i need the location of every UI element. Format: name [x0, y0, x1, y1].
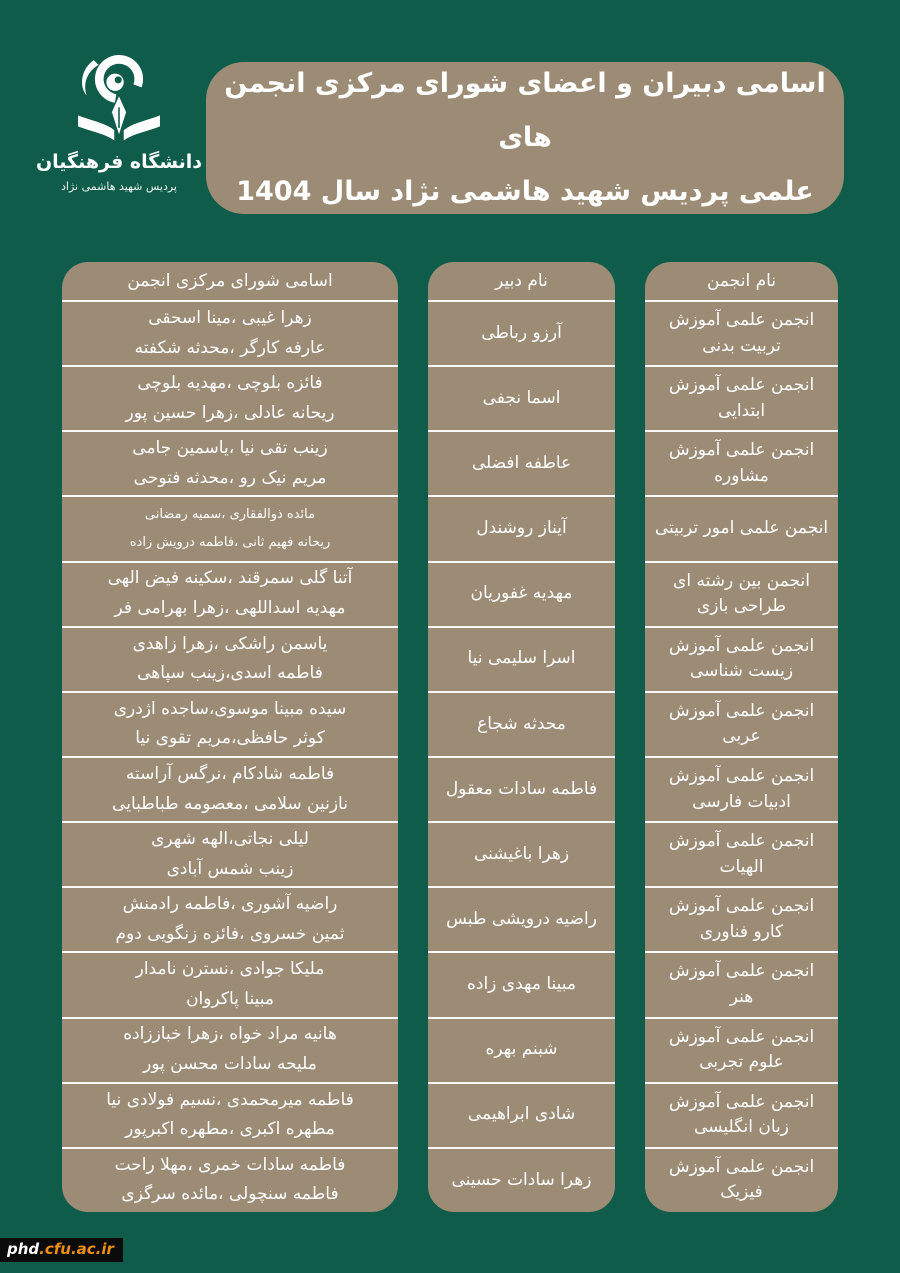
table-row [62, 1084, 398, 1149]
table-row [62, 563, 398, 628]
row-text: الهیات [719, 856, 764, 877]
table-row [62, 758, 398, 823]
row-text: محدثه شجاع [477, 713, 566, 734]
column-secretary [428, 262, 615, 1212]
table-row [428, 888, 615, 953]
row-text: راضیه آشوری ،فاطمه رادمنش [122, 894, 338, 915]
column-council [62, 262, 398, 1212]
row-text: فاطمه سادات خمری ،مهلا راحت [114, 1154, 346, 1175]
row-text: مبینا پاکروان [186, 988, 274, 1009]
row-text: آرزو رباطی [481, 322, 562, 343]
table-row [428, 1149, 615, 1212]
row-text: ادبیات فارسی [692, 791, 791, 812]
row-text: فاطمه سادات معقول [445, 778, 598, 799]
table-row [645, 758, 838, 823]
table-row [645, 693, 838, 758]
table-row [428, 628, 615, 693]
column-header-association: نام انجمن [645, 262, 838, 302]
table-row [428, 1019, 615, 1084]
table-row [645, 367, 838, 432]
university-name: دانشگاه فرهنگیان [35, 151, 203, 173]
table-row [62, 1149, 398, 1212]
table-row [62, 628, 398, 693]
poster-title-line1: اسامی دبیران و اعضای شورای مرکزی انجمن های [224, 68, 826, 153]
row-text: مریم نیک رو ،محدثه فتوحی [133, 467, 327, 488]
row-text: عاطفه افضلی [471, 452, 572, 473]
row-text: ملیکا جوادی ،نسترن نامدار [135, 959, 325, 980]
row-text: هانیه مراد خواه ،زهرا خباززاده [123, 1024, 337, 1045]
row-text: فاطمه شادکام ،نرگس آراسته [125, 763, 335, 784]
campus-name: پردیس شهید هاشمی نژاد [61, 180, 177, 193]
row-text: فاطمه میرمحمدی ،نسیم فولادی نیا [106, 1089, 354, 1110]
table-row [62, 693, 398, 758]
row-text: مهدیه اسداللهی ،زهرا بهرامی فر [114, 598, 346, 619]
table-row [645, 888, 838, 953]
row-text: عربی [722, 726, 761, 747]
watermark-prefix: phd [7, 1240, 40, 1258]
row-text: راضیه درویشی طبس [446, 908, 597, 929]
row-text: انجمن علمی آموزش [668, 831, 815, 852]
row-text: زیست شناسی [689, 661, 794, 682]
table-row [428, 1084, 615, 1149]
column-header-council: اسامی شورای مرکزی انجمن [62, 262, 398, 302]
table-row [62, 367, 398, 432]
row-text: انجمن بین رشته ای [673, 570, 810, 591]
row-text: انجمن علمی آموزش [668, 766, 815, 787]
row-text: شبنم بهره [485, 1039, 558, 1060]
row-text: ریحانه فهیم ثانی ،فاطمه درویش زاده [129, 534, 331, 550]
row-text: زینب تقی نیا ،یاسمین جامی [132, 438, 328, 459]
table-row [645, 823, 838, 888]
row-text: انجمن علمی آموزش [668, 440, 815, 461]
row-text: انجمن علمی آموزش [668, 896, 815, 917]
row-text: زهرا باغیشنی [473, 843, 570, 864]
row-text: ثمین خسروی ،فائزه زنگویی دوم [115, 923, 345, 944]
column-header-secretary: نام دبیر [428, 262, 615, 302]
row-text: طراحی بازی [696, 596, 787, 617]
table-row [645, 432, 838, 497]
table-row [428, 953, 615, 1018]
table-row [62, 953, 398, 1018]
row-text: مطهره اکبری ،مطهره اکبرپور [125, 1119, 335, 1140]
table-row [428, 823, 615, 888]
watermark-suffix: .cfu.ac.ir [39, 1240, 114, 1258]
row-text: انجمن علمی آموزش [668, 1026, 815, 1047]
table-row [645, 1019, 838, 1084]
row-text: فاطمه سنچولی ،مائده سرگزی [121, 1184, 339, 1205]
row-text: تربیت بدنی [702, 335, 781, 356]
row-text: علوم تجربی [699, 1052, 784, 1073]
table-row [62, 497, 398, 562]
row-text: کوثر حافظی،مریم تقوی نیا [135, 728, 325, 749]
row-text: زهرا سادات حسینی [451, 1169, 592, 1190]
row-text: مائده ذوالفقاری ،سمیه رمضانی [144, 507, 316, 523]
table-row [645, 953, 838, 1018]
table-row [645, 1084, 838, 1149]
row-text: انجمن علمی آموزش [668, 635, 815, 656]
table-row [428, 693, 615, 758]
row-text: آتنا گلی سمرقند ،سکینه فیض الهی [107, 568, 353, 589]
row-text: عارفه کارگر ،محدثه شکفته [134, 337, 326, 358]
row-text: انجمن علمی آموزش [668, 1156, 815, 1177]
row-text: اسرا سلیمی نیا [467, 648, 576, 669]
row-text: اسما نجفی [482, 387, 561, 408]
associations-table [62, 262, 838, 1212]
table-row [428, 367, 615, 432]
watermark [0, 1238, 123, 1262]
row-text: ملیحه سادات محسن پور [143, 1054, 317, 1075]
row-text: ابتدایی [717, 400, 766, 421]
table-row [62, 1019, 398, 1084]
column-association [645, 262, 838, 1212]
table-row [62, 432, 398, 497]
table-row [62, 823, 398, 888]
row-text: انجمن علمی آموزش [668, 1091, 815, 1112]
row-text: زهرا غیبی ،مینا اسحقی [148, 307, 312, 328]
row-text: انجمن علمی آموزش [668, 310, 815, 331]
table-row [645, 563, 838, 628]
university-logo-block [30, 46, 208, 193]
table-row [428, 563, 615, 628]
table-row [62, 302, 398, 367]
table-row [428, 432, 615, 497]
row-text: مشاوره [714, 465, 769, 486]
table-row [428, 497, 615, 562]
row-text: انجمن علمی آموزش [668, 700, 815, 721]
row-text: لیلی نجاتی،الهه شهری [151, 828, 309, 849]
table-row [645, 302, 838, 367]
table-row [645, 1149, 838, 1212]
row-text: مبینا مهدی زاده [466, 974, 577, 995]
row-text: زبان انگلیسی [694, 1117, 789, 1138]
poster-title [206, 62, 844, 214]
table-row [645, 628, 838, 693]
row-text: شادی ابراهیمی [467, 1104, 576, 1125]
table-row [428, 302, 615, 367]
poster-title-line2: علمی پردیس شهید هاشمی نژاد سال 1404 [236, 176, 814, 207]
table-row [62, 888, 398, 953]
row-text: فاطمه اسدی،زینب سپاهی [137, 663, 323, 684]
row-text: فیزیک [720, 1182, 763, 1203]
table-row [645, 497, 838, 562]
row-text: ریحانه عادلی ،زهرا حسین پور [125, 402, 335, 423]
row-text: زینب شمس آبادی [166, 858, 294, 879]
row-text: یاسمن راشکی ،زهرا زاهدی [132, 633, 328, 654]
row-text: هنر [729, 986, 754, 1007]
farhangian-university-logo-icon [67, 46, 171, 150]
row-text: سیده مبینا موسوی،ساجده اژدری [113, 698, 347, 719]
row-text: فائزه بلوچی ،مهدیه بلوچی [137, 372, 323, 393]
row-text: انجمن علمی امور تربیتی [654, 518, 829, 539]
row-text: مهدیه غفوریان [470, 583, 573, 604]
row-text: انجمن علمی آموزش [668, 961, 815, 982]
row-text: آیناز روشندل [476, 518, 567, 539]
row-text: نازنین سلامی ،معصومه طباطبایی [112, 793, 348, 814]
row-text: کارو فناوری [699, 921, 784, 942]
table-row [428, 758, 615, 823]
row-text: انجمن علمی آموزش [668, 375, 815, 396]
